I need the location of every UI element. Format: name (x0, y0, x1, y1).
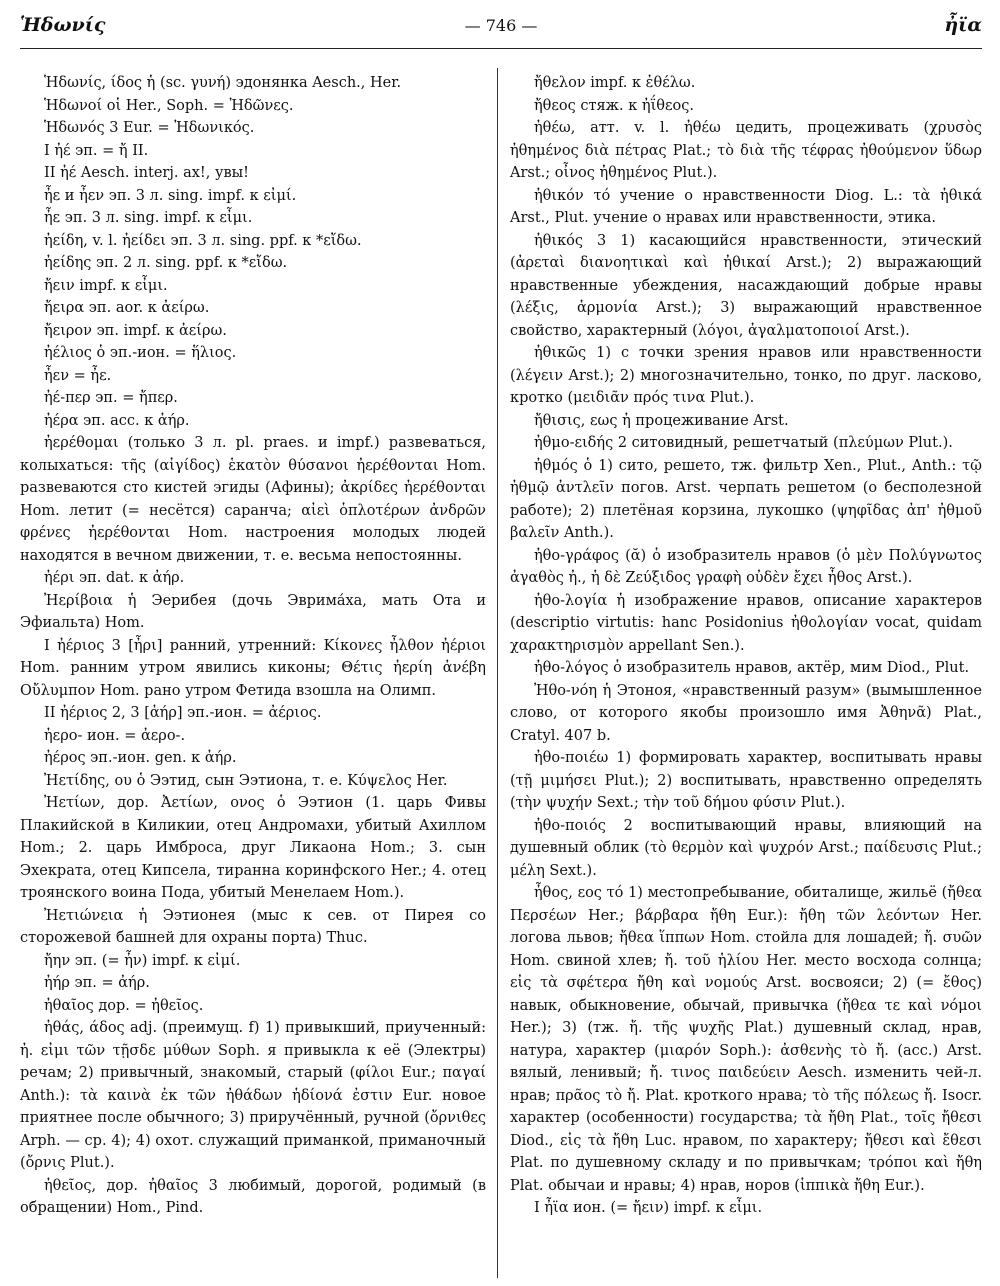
dictionary-entry: ἤειρον эп. impf. к ἀείρω. (44, 322, 227, 339)
dictionary-entry: ἠθο-λογία ἡ изображение нравов, описание характеров (descriptio virtutis: hanc Posidonius ἠθολογίαν vocat, quidam χαρακτηρισμὸν appellant Sen.). (510, 592, 982, 654)
dictionary-entry: I ἠέριος 3 [ἦρι] ранний, утренний: Κίκονες ἦλθον ἠέριοι Hom. ранним утром явились киконы; Θέτις ἠερίη ἀνέβη Οὔλυμπον Hom. рано утром Фетида взошла на Олимп. (20, 637, 486, 699)
dictionary-entry: ἠείδης эп. 2 л. sing. ppf. к *εἴδω. (44, 255, 288, 271)
dictionary-entry: Ἡδωνοί οἱ Her., Soph. = Ἠδῶνες. (44, 97, 294, 114)
dictionary-entry: ἠέρος эп.-ион. gen. к ἀήρ. (44, 750, 237, 766)
dictionary-entry: ἠέρι эп. dat. к ἀήρ. (44, 570, 185, 586)
dictionary-entry: ἦε и ἦεν эп. 3 л. sing. impf. к εἰμί. (44, 187, 297, 204)
dictionary-entry: ἠθικόν τό учение о нравственности Diog. L.: τὰ ἠθικά Arst., Plut. учение о нравах или нравственности, этика. (510, 187, 982, 226)
dictionary-entry: ἤην эп. (= ἦν) impf. к εἰμί. (44, 952, 241, 969)
dictionary-entry: ἤθισις, εως ἡ процеживание Arst. (534, 412, 789, 429)
dictionary-entry: ἤθεος стяж. к ἠΐθεος. (534, 97, 694, 114)
dictionary-entry: ἦε эп. 3 л. sing. impf. к εἶμι. (44, 210, 253, 226)
dictionary-entry: Ἠθο-νόη ἡ Этоноя, «нравственный разум» (вымышленное слово, от которого якобы произошло имя Ἀθηνᾶ) Plat., Cratyl. 407 b. (510, 682, 982, 744)
dictionary-entry: I ἠέ эп. = ἤ II. (44, 142, 149, 159)
right-column (510, 72, 982, 1220)
dictionary-entry: ἠθαῖος дор. = ἠθεῖος. (44, 997, 204, 1014)
dictionary-entry: Ἠερίβοια ἡ Эерибея (дочь Эврима́ха, мать Ота и Эфиальта) Hom. (20, 592, 486, 631)
dictionary-entry: ἠθικός 3 1) касающийся нравственности, этический (ἀρεταὶ διανοητικαὶ καὶ ἠθικαί Arst.); 2) выражающий нравственные убеждения, насаждающий добрые нравы (λέξις, ἁρμονία Arst.); 3) выражающий нравственное свойство, характерный (λόγοι, ἀγαλματοποιοί Arst.). (510, 232, 982, 339)
dictionary-entry: II ἠέ Aesch. interj. ах!, увы! (44, 165, 250, 181)
dictionary-entry: ἠθο-λόγος ὁ изобразитель нравов, актёр, мим Diod., Plut. (534, 660, 970, 676)
running-header (20, 14, 982, 48)
dictionary-entry: ἠθο-ποιός 2 воспитывающий нравы, влияющий на душевный облик (τὸ θερμὸν καὶ ψυχρόν Arst.; παίδευσις Plut.; μέλη Sext.). (510, 817, 982, 879)
dictionary-entry: ἠερέθομαι (только 3 л. pl. praes. и impf.) развеваться, колыхаться: τῆς (αἰγίδος) ἑκατὸν θύσανοι ἠερέθονται Hom. развеваются сто кистей эгиды (Афины); ἀκρίδες ἠερέθονται Hom. летит (= несётся) саранча; αἰεὶ ὁπλοτέρων ἀνδρῶν φρένες ἠερέθονται Hom. настроения молодых людей находятся в вечном движении, т. е. весьма непостоянны. (20, 435, 486, 564)
dictionary-entry: Ἡδωνίς, ίδος ἡ (sc. γυνή) эдонянка Aesch., Her. (44, 75, 402, 91)
dictionary-entry: ἠείδη, v. l. ἠείδει эп. 3 л. sing. ppf. к *εἴδω. (44, 232, 362, 249)
dictionary-entry: ἠέλιος ὁ эп.-ион. = ἥλιος. (44, 345, 237, 361)
dictionary-entry: ἠθάς, άδος adj. (преимущ. f) 1) привыкший, приученный: ἠ. εἰμι τῶν τῇσδε μύθων Soph. я привыкла к её (Электры) речам; 2) привычный, знакомый, старый (φίλοι Eur.; παγαί Anth.): τὰ καινὰ ἐκ τῶν ἠθάδων ἡδίονά ἐστιν Eur. новое приятнее после обычного; 3) приручённый, ручной (ὄρνιθες Arph. — ср. 4); 4) охот. служащий приманкой, приманочный (ὄρνις Plut.). (20, 1020, 486, 1171)
dictionary-entry: ἤειρα эп. aor. к ἀείρω. (44, 300, 210, 316)
dictionary-entry: Ἡδωνός 3 Eur. = Ἠδωνικός. (44, 120, 255, 136)
dictionary-entry: ἠέ-περ эп. = ἤπερ. (44, 390, 178, 406)
dictionary-entry: ἠθμός ὁ 1) сито, решето, тж. фильтр Xen., Plut., Anth.: τῷ ἠθμῷ ἀντλεῖν погов. Arst. черпать решетом (о бесполезной работе); 2) плетёная корзина, лукошко (ψηφῖδας ἀπ' ἠθμοῦ βαλεῖν Anth.). (510, 457, 982, 541)
header-guide-word-left: Ἡδωνίς (20, 14, 106, 36)
dictionary-entry: ἤθελον impf. к ἐθέλω. (534, 75, 696, 91)
dictionary-entry: I ἦϊα ион. (= ἤειν) impf. к εἶμι. (534, 1200, 763, 1216)
dictionary-entry: Ἠετιώνεια ἡ Ээтионея (мыс к сев. от Пирея со сторожевой башней для охраны порта) Thuc. (20, 907, 486, 946)
dictionary-entry: ἠθικῶς 1) с точки зрения нравов или нравственности (λέγειν Arst.); 2) многозначительно, тонко, по друг. ласково, кротко (μειδιᾶν πρός τινα Plut.). (510, 345, 982, 406)
dictionary-entry: ἠθμο-ειδής 2 ситовидный, решетчатый (πλεύμων Plut.). (534, 435, 953, 451)
dictionary-entry: ἦθος, εος τό 1) местопребывание, обиталище, жильё (ἤθεα Περσέων Her.; βάρβαρα ἤθη Eur.): ἤθη τῶν λεόντων Her. логова львов; ἤθεα ἵππων Hom. стойла для лошадей; ἤ. συῶν Hom. свиной хлев; ἤ. τοῦ ἡλίου Her. место восхода солнца; εἰς τὰ σφέτερα ἤθη καὶ νομούς Arst. восвояси; 2) (= ἔθος) навык, обыкновение, обычай, привычка (ἤθεα τε καὶ νόμοι Her.); 3) (тж. ἤ. τῆς ψυχῆς Plat.) душевный склад, нрав, натура, характер (μιαρόν Soph.): ἀσθενὴς τὸ ἤ. (acc.) Arst. вялый, ленивый; ἤ. τινος παιδεύειν Aesch. изменить чей-л. нрав; πρᾶος τὸ ἤ. Plat. кроткого нрава; τὸ τῆς πόλεως ἤ. Isocr. характер (особенности) государства; τὰ ἤθη Plat., τοῖς ἤθεσι Diod., εἰς τὰ ἤθη Luc. нравом, по характеру; ἤθεσι καὶ ἔθεσι Plat. по душевному складу и по привычкам; τρόποι καὶ ἤθη Plat. обычаи и нравы; 4) нрав, норов (ἱππικὰ ἤθη Eur.). (510, 885, 982, 1194)
dictionary-entry: II ἠέριος 2, 3 [ἀήρ] эп.-ион. = ἀέριος. (44, 705, 322, 721)
dictionary-entry: ἠθέω, атт. v. l. ἠθέω цедить, процеживать (χρυσὸς ἠθημένος διὰ πέτρας Plat.; τὸ διὰ τῆς τέφρας ἠθούμενον ὕδωρ Arst.; οἶνος ἠθημένος Plut.). (510, 120, 982, 181)
dictionary-entry: Ἠετίων, дор. Ἀετίων, ονος ὁ Ээтион (1. царь Фивы Плакийской в Киликии, отец Андромахи, убитый Ахиллом Hom.; 2. царь Имброса, друг Ликаона Hom.; 3. сын Эхекрата, отец Кипсела, тиранна коринфского Her.; 4. отец троянского воина Пода, убитый Менелаем Hom.). (20, 795, 486, 901)
column-divider (497, 68, 498, 1278)
dictionary-entry: ἠθεῖος, дор. ἠθαῖος 3 любимый, дорогой, родимый (в обращении) Hom., Pind. (20, 1177, 486, 1216)
dictionary-entry: ἦεν = ἦε. (44, 367, 112, 384)
dictionary-entry: ἤειν impf. к εἶμι. (44, 277, 168, 294)
dictionary-entry: ἠερο- ион. = ἀερο-. (44, 727, 186, 744)
dictionary-entry: ἠέρα эп. acc. к ἀήρ. (44, 412, 190, 429)
dictionary-entry: Ἠετίδης, ου ὁ Ээтид, сын Ээтиона, т. е. Κύψελος Her. (44, 772, 448, 789)
dictionary-entry: ἠθο-γράφος (ᾰ) ὁ изобразитель нравов (ὁ μὲν Πολύγνωτος ἀγαθὸς ἠ., ἡ δὲ Ζεύξιδος γραφὴ οὐδὲν ἔχει ἦθος Arst.). (510, 547, 982, 586)
page-number: — 746 — (464, 16, 538, 35)
dictionary-entry: ἠήρ эп. = ἀήρ. (44, 975, 150, 991)
header-rule (20, 48, 982, 49)
dictionary-entry: ἠθο-ποιέω 1) формировать характер, воспитывать нравы (τῇ μιμήσει Plut.); 2) воспитывать, нравственно определять (τὴν ψυχήν Sext.; τὴν τοῦ δήμου φύσιν Plut.). (510, 750, 982, 811)
left-column (20, 72, 486, 1220)
header-guide-word-right: ἦϊα (944, 14, 982, 36)
